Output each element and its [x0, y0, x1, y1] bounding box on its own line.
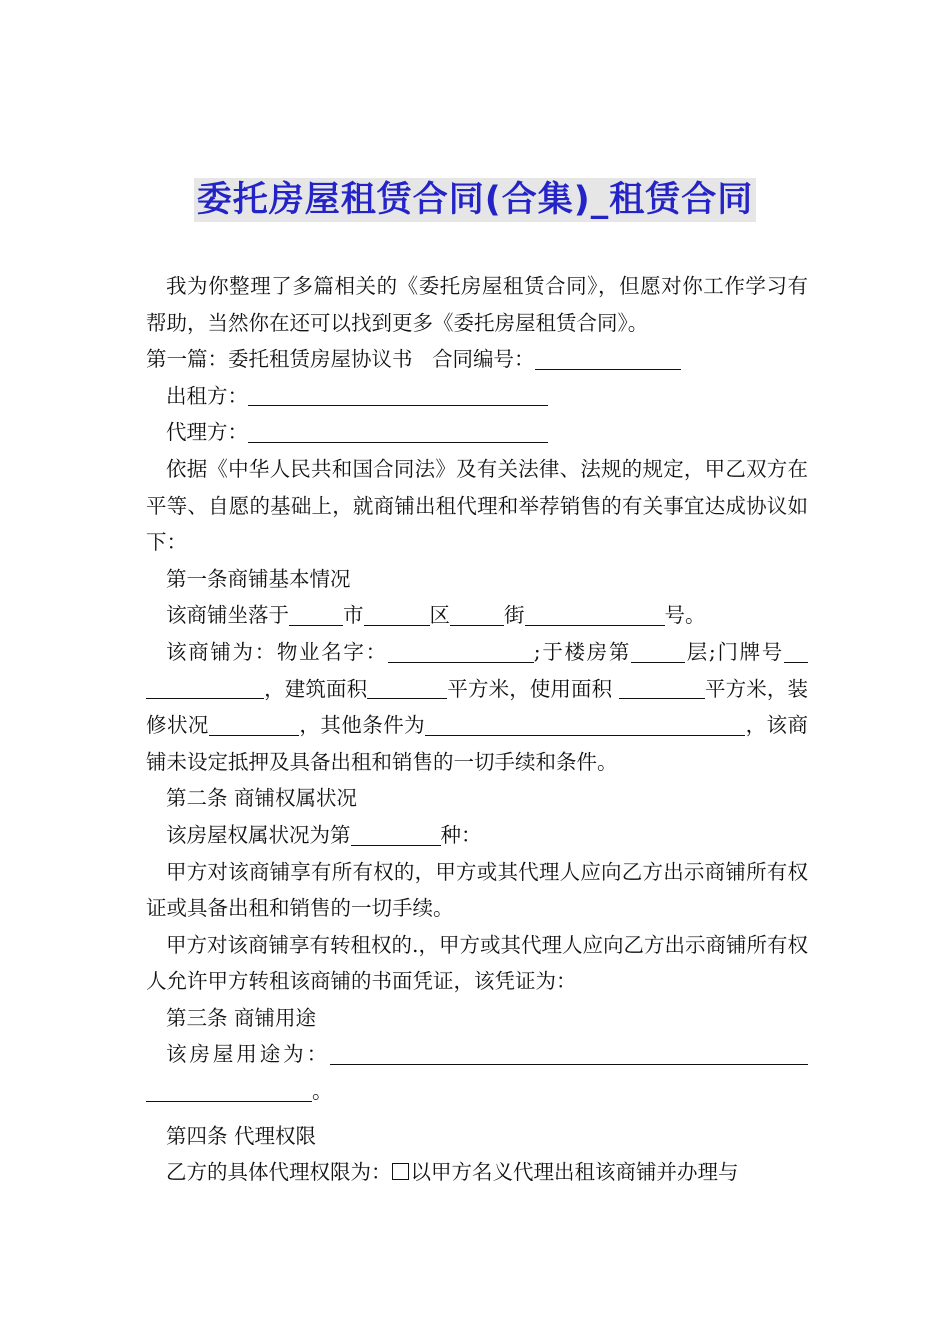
ownership-paragraph-1: 甲方对该商铺享有所有权的，甲方或其代理人应向乙方出示商铺所有权证或具备出租和销售的一切手续。: [146, 859, 808, 921]
usage-blank-b: [146, 1079, 312, 1102]
property-name-blank: [388, 640, 534, 663]
lessor-blank: [248, 384, 548, 407]
basis-paragraph: 依据《中华人民共和国合同法》及有关法律、法规的规定，甲乙双方在平等、自愿的基础上，就商铺出租代理和举荐销售的有关事宜达成协议如下：: [146, 456, 808, 555]
building-area-blank: [367, 677, 447, 700]
usage-paragraph: 该房屋用途为：。: [146, 1036, 808, 1109]
lessor-line: 出租方：: [146, 378, 808, 415]
agent-line: 代理方：: [146, 414, 808, 451]
intro-paragraph: 我为你整理了多篇相关的《委托房屋租赁合同》，但愿对你工作学习有帮助，当然你在还可以找到更多《委托房屋租赁合同》。: [146, 274, 808, 335]
ownership-type-blank: [351, 823, 441, 846]
usable-area-blank: [619, 677, 705, 700]
agent-blank: [248, 421, 548, 444]
usage-blank-a: [330, 1043, 808, 1066]
door-no-blank-a: [784, 640, 808, 663]
article-3-heading: 第三条 商铺用途: [166, 1005, 317, 1030]
floor-blank: [631, 640, 685, 663]
ownership-paragraph-2: 甲方对该商铺享有转租权的.，甲方或其代理人应向乙方出示商铺所有权人允许甲方转租该商铺的书面凭证，该凭证为：: [146, 932, 809, 994]
shop-location-line: 该商铺坐落于 市 区 街 号。: [166, 603, 706, 628]
ownership-type-line: 该房屋权属状况为第 种：: [166, 822, 482, 847]
street-blank: [450, 604, 504, 627]
article-4-heading: 第四条 代理权限: [166, 1123, 317, 1148]
other-conditions-blank-a: [425, 713, 707, 736]
section-heading: 第一篇：委托租赁房屋协议书 合同编号：: [146, 341, 808, 378]
decoration-blank: [209, 713, 299, 736]
number-blank: [525, 604, 665, 627]
document-body: [146, 268, 808, 1191]
checkbox[interactable]: [392, 1163, 409, 1180]
shop-description-paragraph: 该商铺为：物业名字： ;于楼房第 层;门牌号，建筑面积 平方米，使用面积 平方米，装修状况 ，其他条件为 ，该商铺未设定抵押及具备出租和销售的一切手续和条件。: [146, 639, 809, 774]
contract-no-blank: [535, 347, 681, 370]
article-2-heading: 第二条 商铺权属状况: [166, 786, 358, 811]
article-1-heading: 第一条商铺基本情况: [166, 566, 351, 591]
district-blank: [364, 604, 430, 627]
city-blank: [289, 604, 343, 627]
other-conditions-blank-b: [707, 713, 745, 736]
document-title: 委托房屋租赁合同(合集)_租赁合同: [0, 178, 950, 222]
door-no-blank-b: [146, 677, 264, 700]
agency-scope-line: 乙方的具体代理权限为： 以甲方名义代理出租该商铺并办理与: [166, 1160, 739, 1185]
